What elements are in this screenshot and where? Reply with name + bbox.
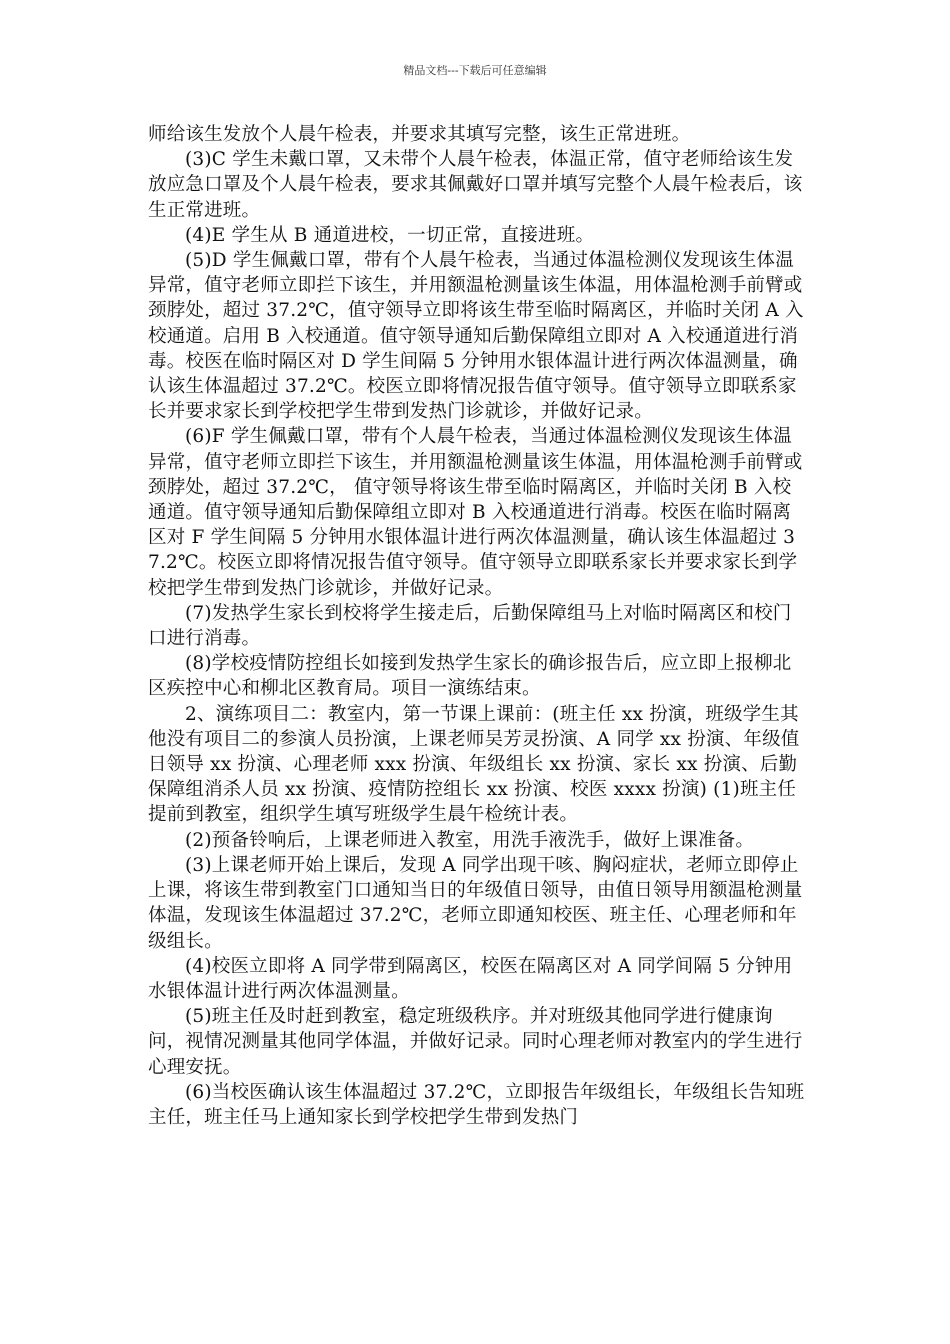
paragraph: (3)上课老师开始上课后，发现 A 同学出现干咳、胸闷症状，老师立即停止上课，将该生带到教室门口通知当日的年级值日领导，由值日领导用额温枪测量体温，发现该生体温超过 37.2℃，老师立即通知校医、班主任、心理老师和年级组长。 (148, 854, 803, 952)
paragraph: (3)C 学生未戴口罩，又未带个人晨午检表，体温正常，值守老师给该生发放应急口罩及个人晨午检表，要求其佩戴好口罩并填写完整个人晨午检表后，该生正常进班。 (148, 149, 803, 221)
paragraph: (6)当校医确认该生体温超过 37.2℃，立即报告年级组长，年级组长告知班主任，班主任马上通知家长到学校把学生带到发热门 (148, 1081, 805, 1128)
paragraph: (4)校医立即将 A 同学带到隔离区，校医在隔离区对 A 同学间隔 5 分钟用水银体温计进行两次体温测量。 (148, 955, 793, 1002)
document-body (148, 122, 808, 1130)
paragraph: (2)预备铃响后，上课老师进入教室，用洗手液洗手，做好上课准备。 (185, 829, 755, 851)
page-header: 精品文档---下载后可任意编辑 (403, 64, 547, 77)
paragraph: (4)E 学生从 B 通道进校，一切正常，直接进班。 (185, 224, 595, 246)
paragraph: 2、演练项目二：教室内，第一节课上课前：(班主任 xx 扮演，班级学生其他没有项目二的参演人员扮演，上课老师吴芳灵扮演、A 同学 xx 扮演、年级值日领导 xx 扮演、心理老师 xxx 扮演、年级组长 xx 扮演、家长 xx 扮演、后勤保障组消杀人员 xx 扮演、疫情防控组长 xx 扮演、校医 xxxx 扮演) (1)班主任提前到教室，组织学生填写班级学生晨午检统计表。 (148, 703, 800, 826)
paragraph: (6)F 学生佩戴口罩，带有个人晨午检表，当通过体温检测仪发现该生体温异常，值守老师立即拦下该生，并用额温枪测量该生体温，用体温枪测手前臂或颈脖处，超过 37.2℃， 值守领导将该生带至临时隔离区，并临时关闭 B 入校通道。值守领导通知后勤保障组立即对 B 入校通道进行消毒。校医在临时隔离区对 F 学生间隔 5 分钟用水银体温计进行两次体温测量，确认该生体温超过 37.2℃。校医立即将情况报告值守领导。值守领导立即联系家长并要求家长到学校把学生带到发热门诊就诊，并做好记录。 (148, 426, 803, 599)
paragraph: (7)发热学生家长到校将学生接走后，后勤保障组马上对临时隔离区和校门口进行消毒。 (148, 602, 792, 650)
paragraph: (5)班主任及时赶到教室，稳定班级秩序。并对班级其他同学进行健康询问，视情况测量其他同学体温，并做好记录。同时心理老师对教室内的学生进行心理安抚。 (148, 1006, 803, 1078)
paragraph: (8)学校疫情防控组长如接到发热学生家长的确诊报告后，应立即上报柳北区疾控中心和柳北区教育局。项目一演练结束。 (148, 653, 792, 700)
paragraph: 师给该生发放个人晨午检表，并要求其填写完整，该生正常进班。 (148, 124, 691, 145)
paragraph: (5)D 学生佩戴口罩，带有个人晨午检表，当通过体温检测仪发现该生体温异常，值守老师立即拦下该生，并用额温枪测量该生体温，用体温枪测手前臂或颈脖处，超过 37.2℃，值守领导立即将该生带至临时隔离区，并临时关闭 A 入校通道。启用 B 入校通道。值守领导通知后勤保障组立即对 A 入校通道进行消毒。校医在临时隔区对 D 学生间隔 5 分钟用水银体温计进行两次体温测量，确认该生体温超过 37.2℃。校医立即将情况报告值守领导。值守领导立即联系家长并要求家长到学校把学生带到发热门诊就诊，并做好记录。 (148, 250, 804, 423)
